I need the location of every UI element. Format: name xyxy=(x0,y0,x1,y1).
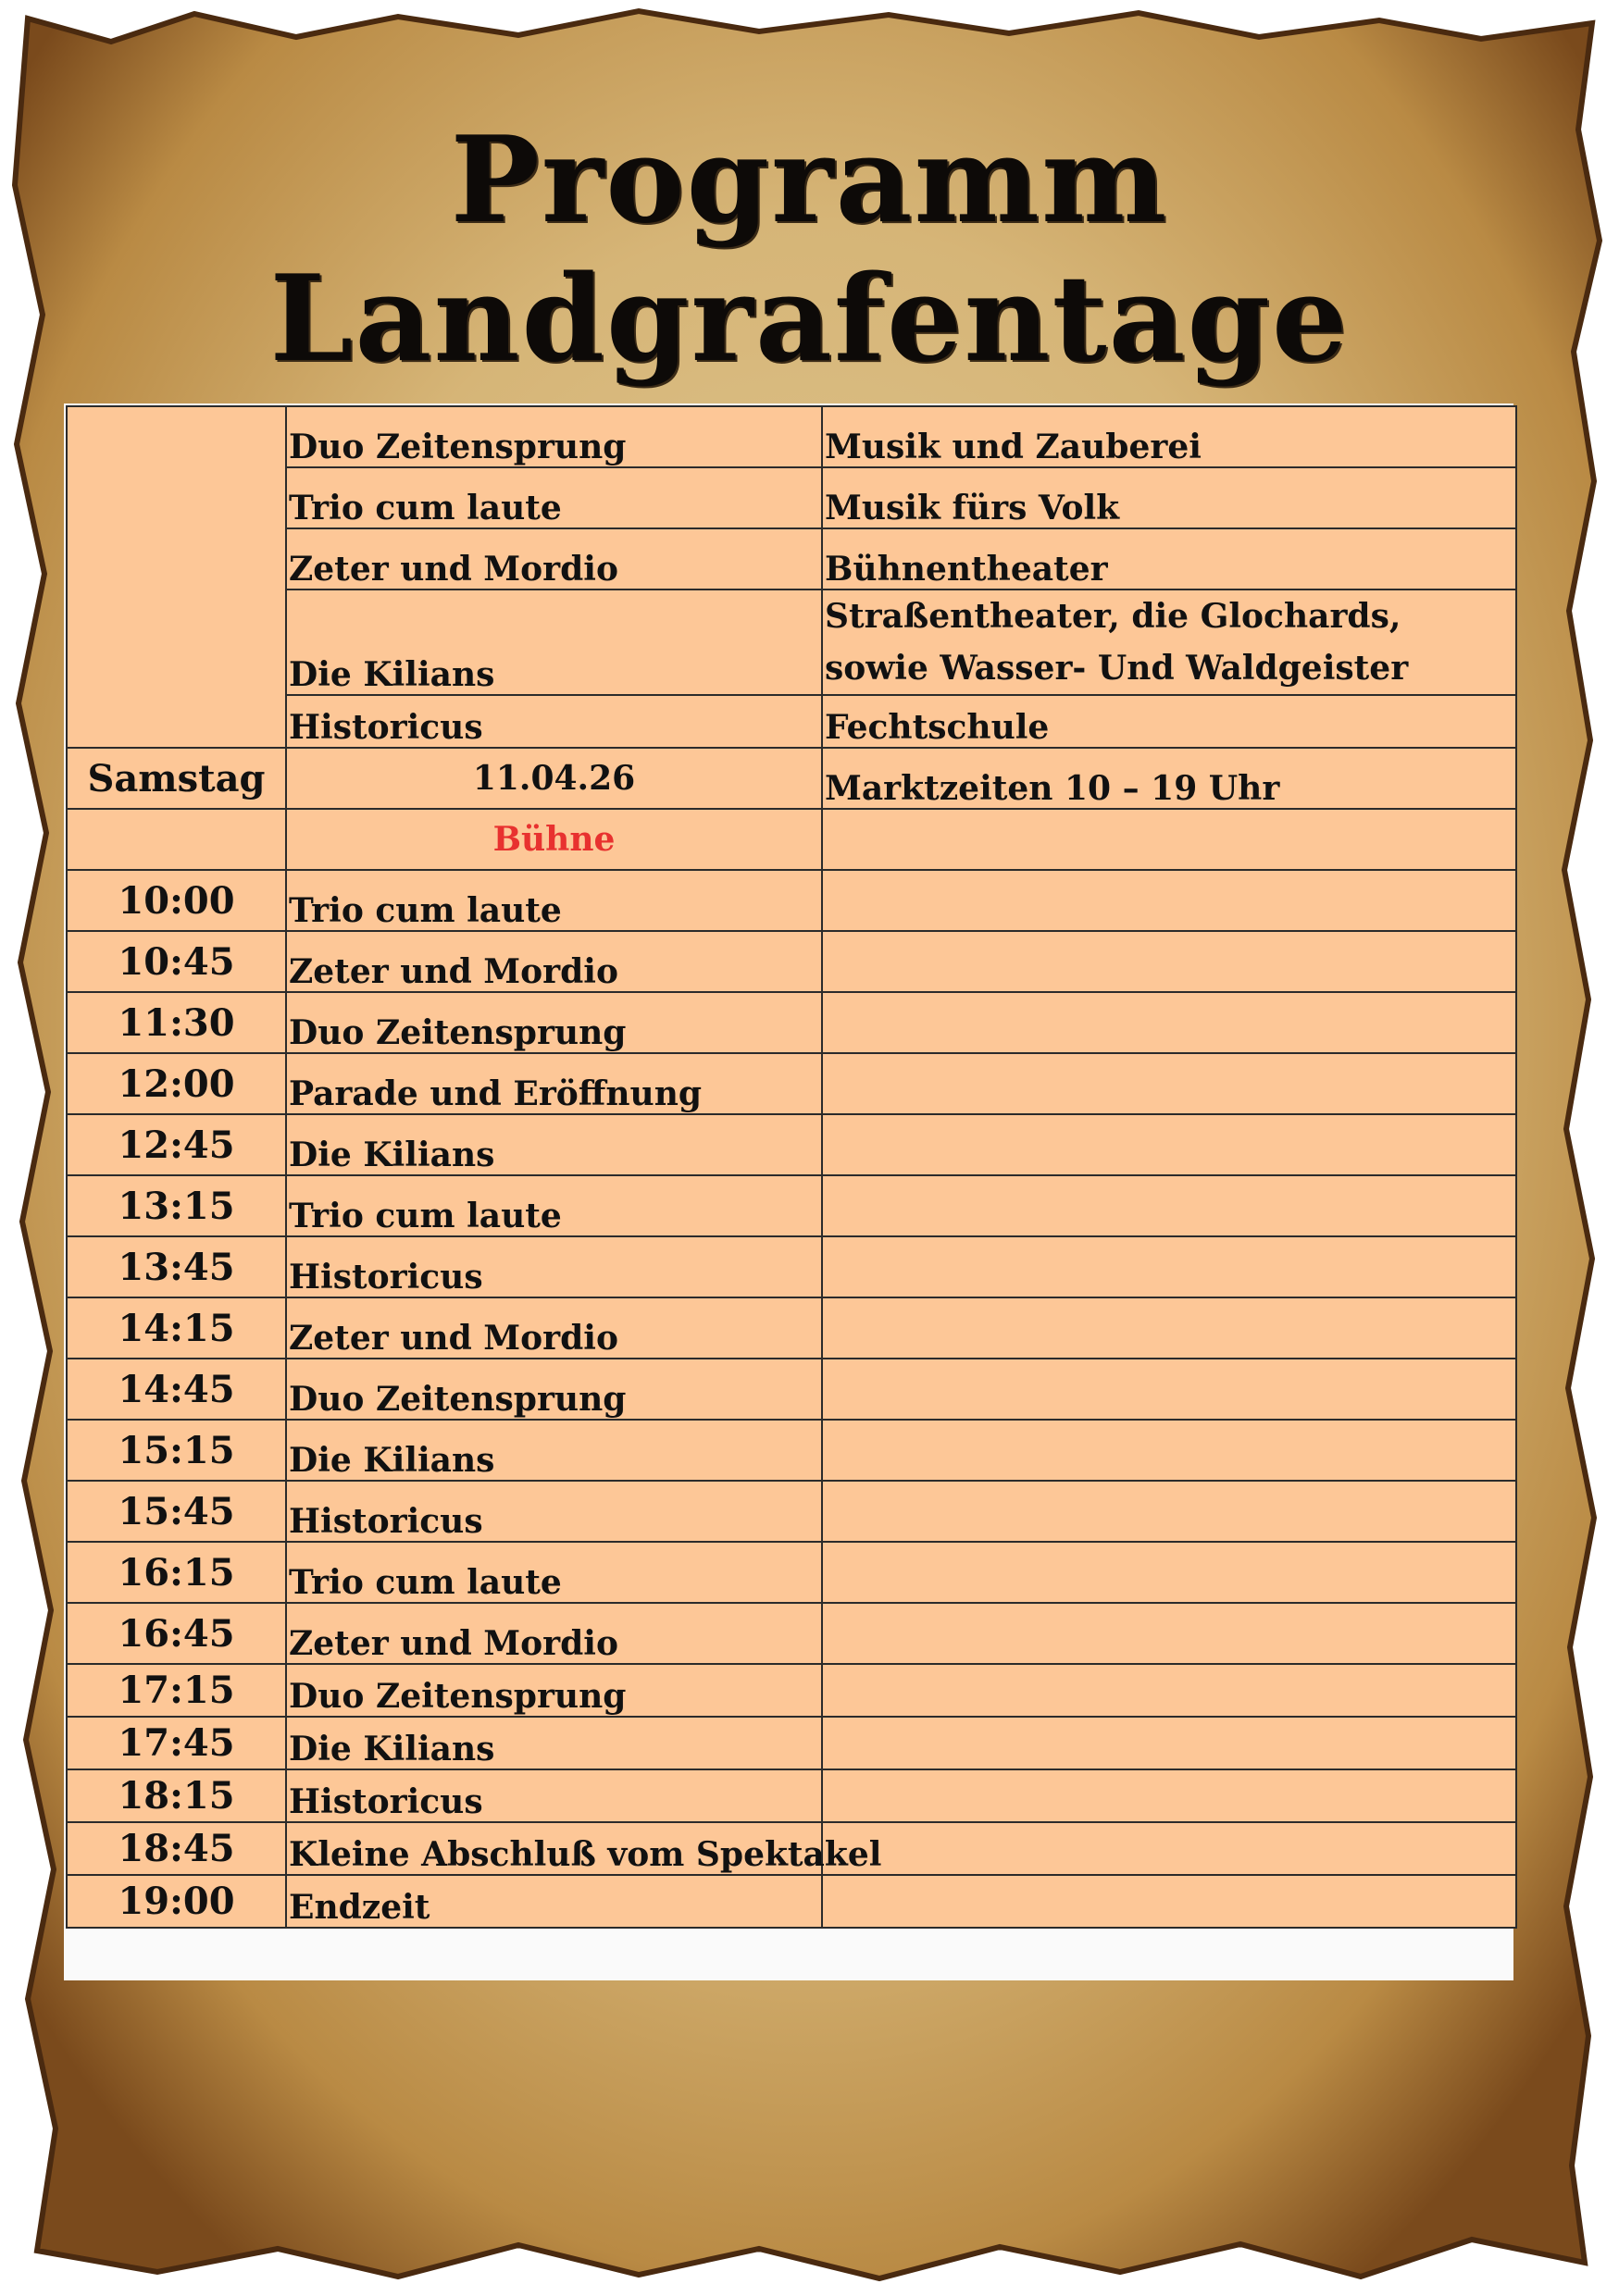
time-cell: 15:45 xyxy=(67,1481,286,1542)
notes-cell xyxy=(822,1114,1516,1175)
schedule-row xyxy=(67,1542,1516,1603)
notes-cell xyxy=(822,1542,1516,1603)
act-description: Musik fürs Volk xyxy=(822,467,1516,528)
empty-cell xyxy=(67,809,286,870)
stage-header-row xyxy=(67,809,1516,870)
act-cell: Duo Zeitensprung xyxy=(286,1359,822,1420)
market-hours: Marktzeiten 10 – 19 Uhr xyxy=(822,748,1516,809)
schedule-row xyxy=(67,1822,1516,1875)
schedule-row xyxy=(67,1053,1516,1114)
notes-cell xyxy=(822,1175,1516,1236)
schedule-table xyxy=(66,405,1517,1929)
time-cell: 18:15 xyxy=(67,1769,286,1822)
act-description: Musik und Zauberei xyxy=(822,406,1516,467)
notes-cell xyxy=(822,1603,1516,1664)
empty-cell xyxy=(822,809,1516,870)
time-cell: 17:45 xyxy=(67,1717,286,1769)
schedule-row xyxy=(67,1875,1516,1928)
time-cell: 11:30 xyxy=(67,992,286,1053)
time-cell: 14:15 xyxy=(67,1297,286,1359)
time-cell: 17:15 xyxy=(67,1664,286,1717)
schedule-row xyxy=(67,1603,1516,1664)
notes-cell xyxy=(822,1822,1516,1875)
schedule-row xyxy=(67,870,1516,931)
day-row xyxy=(67,748,1516,809)
notes-cell xyxy=(822,870,1516,931)
act-name: Historicus xyxy=(286,695,822,748)
notes-cell xyxy=(822,1297,1516,1359)
notes-cell xyxy=(822,1664,1516,1717)
act-cell: Trio cum laute xyxy=(286,1542,822,1603)
notes-cell xyxy=(822,1420,1516,1481)
time-cell: 18:45 xyxy=(67,1822,286,1875)
time-cell: 16:15 xyxy=(67,1542,286,1603)
act-cell: Die Kilians xyxy=(286,1114,822,1175)
schedule-table-container xyxy=(64,403,1513,1980)
act-name: Zeter und Mordio xyxy=(286,528,822,590)
act-row xyxy=(67,406,1516,467)
date: 11.04.26 xyxy=(286,748,822,809)
schedule-row xyxy=(67,1359,1516,1420)
schedule-row xyxy=(67,1297,1516,1359)
time-cell: 14:45 xyxy=(67,1359,286,1420)
act-cell: Duo Zeitensprung xyxy=(286,1664,822,1717)
schedule-row xyxy=(67,1664,1516,1717)
act-description: Fechtschule xyxy=(822,695,1516,748)
weekday: Samstag xyxy=(67,748,286,809)
schedule-row xyxy=(67,1175,1516,1236)
schedule-row xyxy=(67,992,1516,1053)
act-cell: Die Kilians xyxy=(286,1717,822,1769)
act-cell: Endzeit xyxy=(286,1875,822,1928)
page-title: Programm Landgrafentage xyxy=(269,111,1350,389)
schedule-row xyxy=(67,1420,1516,1481)
notes-cell xyxy=(822,931,1516,992)
notes-cell xyxy=(822,1236,1516,1297)
act-cell: Historicus xyxy=(286,1481,822,1542)
notes-cell xyxy=(822,1875,1516,1928)
schedule-row xyxy=(67,931,1516,992)
empty-cell xyxy=(67,406,286,748)
time-cell: 19:00 xyxy=(67,1875,286,1928)
time-cell: 10:45 xyxy=(67,931,286,992)
act-cell: Zeter und Mordio xyxy=(286,931,822,992)
act-name: Duo Zeitensprung xyxy=(286,406,822,467)
schedule-row xyxy=(67,1717,1516,1769)
schedule-row xyxy=(67,1236,1516,1297)
act-name: Die Kilians xyxy=(286,590,822,695)
schedule-row xyxy=(67,1481,1516,1542)
act-cell: Trio cum laute xyxy=(286,1175,822,1236)
time-cell: 13:15 xyxy=(67,1175,286,1236)
notes-cell xyxy=(822,1481,1516,1542)
act-description: Bühnentheater xyxy=(822,528,1516,590)
act-cell: Historicus xyxy=(286,1236,822,1297)
act-cell: Historicus xyxy=(286,1769,822,1822)
act-cell: Die Kilians xyxy=(286,1420,822,1481)
act-cell: Zeter und Mordio xyxy=(286,1297,822,1359)
notes-cell xyxy=(822,1769,1516,1822)
notes-cell xyxy=(822,1359,1516,1420)
act-cell: Duo Zeitensprung xyxy=(286,992,822,1053)
schedule-row xyxy=(67,1769,1516,1822)
time-cell: 13:45 xyxy=(67,1236,286,1297)
act-cell: Zeter und Mordio xyxy=(286,1603,822,1664)
time-cell: 10:00 xyxy=(67,870,286,931)
act-cell: Trio cum laute xyxy=(286,870,822,931)
time-cell: 16:45 xyxy=(67,1603,286,1664)
time-cell: 12:45 xyxy=(67,1114,286,1175)
notes-cell xyxy=(822,992,1516,1053)
stage-header: Bühne xyxy=(286,809,822,870)
act-description: Straßentheater, die Glochards, sowie Wasser- Und Waldgeister xyxy=(822,590,1516,695)
act-cell: Kleine Abschluß vom Spektakel xyxy=(286,1822,822,1875)
schedule-row xyxy=(67,1114,1516,1175)
act-cell: Parade und Eröffnung xyxy=(286,1053,822,1114)
notes-cell xyxy=(822,1053,1516,1114)
time-cell: 15:15 xyxy=(67,1420,286,1481)
time-cell: 12:00 xyxy=(67,1053,286,1114)
act-name: Trio cum laute xyxy=(286,467,822,528)
notes-cell xyxy=(822,1717,1516,1769)
